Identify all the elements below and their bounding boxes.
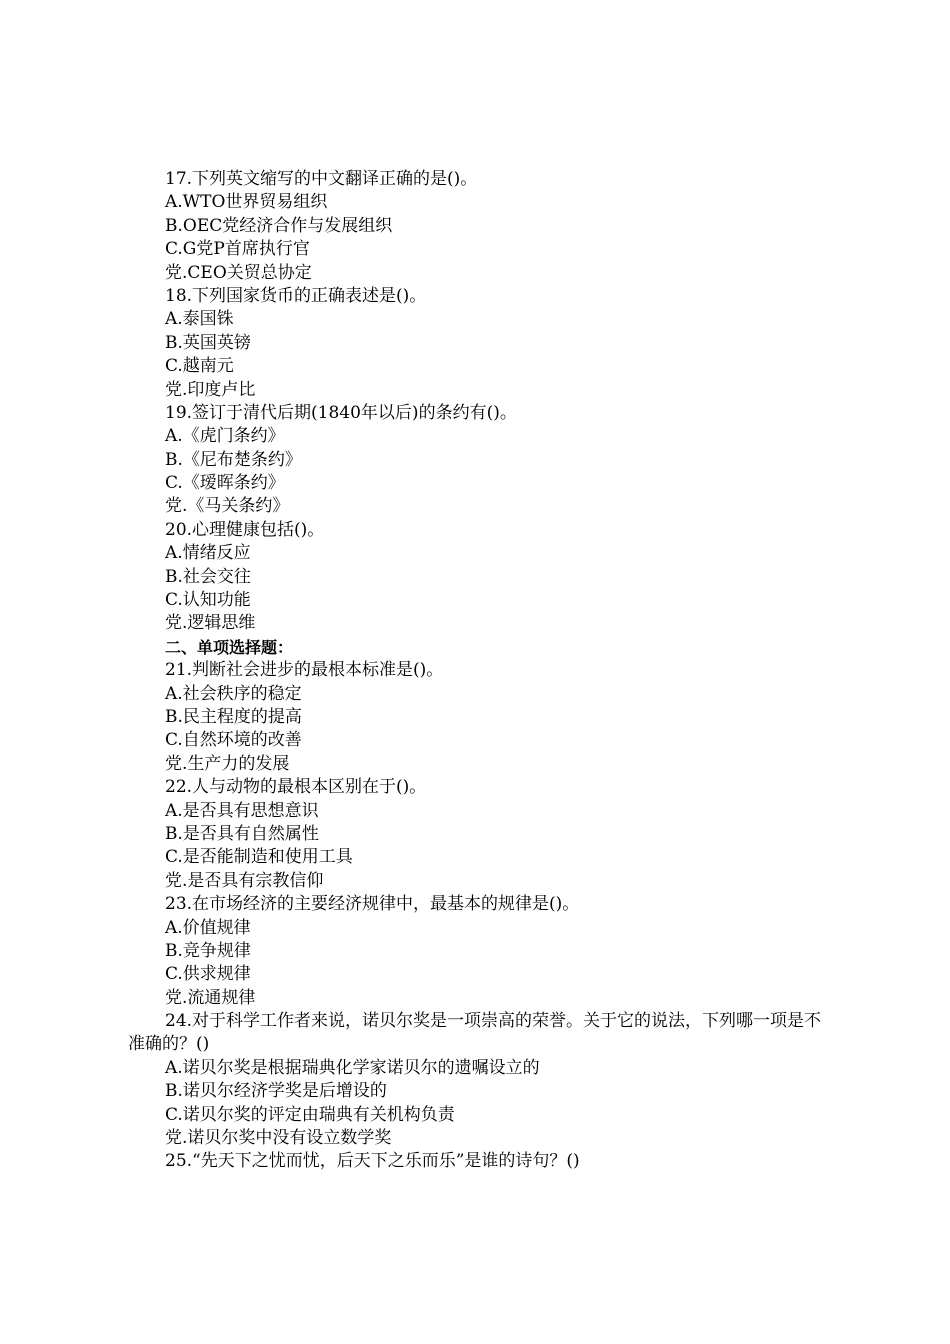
option-d: 党.生产力的发展 xyxy=(165,753,290,774)
option-b: B.OEC党经济合作与发展组织 xyxy=(165,215,393,236)
option-d: 党.诺贝尔奖中没有设立数学奖 xyxy=(165,1128,392,1149)
section-heading: 二、单项选择题： xyxy=(165,637,294,657)
option-d: 党.《马关条约》 xyxy=(165,496,290,517)
question-list xyxy=(128,168,833,1174)
question-25: 25.“先天下之忧而忧，后天下之乐而乐”是谁的诗句？() xyxy=(165,1151,580,1172)
option-a: A.社会秩序的稳定 xyxy=(165,683,302,704)
option-c: C.是否能制造和使用工具 xyxy=(165,847,353,868)
option-d: 党.流通规律 xyxy=(165,987,256,1008)
option-b: B.竞争规律 xyxy=(165,940,251,961)
option-a: A.情绪反应 xyxy=(165,543,251,564)
question-23: 23.在市场经济的主要经济规律中，最基本的规律是()。 xyxy=(165,894,580,915)
question-22: 22.人与动物的最根本区别在于()。 xyxy=(165,777,427,798)
option-b: B.英国英镑 xyxy=(165,332,251,353)
option-a: A.《虎门条约》 xyxy=(165,426,285,447)
option-c: C.自然环境的改善 xyxy=(165,730,302,751)
option-d: 党.逻辑思维 xyxy=(165,613,256,634)
question-19: 19.签订于清代后期(1840年以后)的条约有()。 xyxy=(165,402,517,423)
option-b: B.《尼布楚条约》 xyxy=(165,449,302,470)
option-c: C.诺贝尔奖的评定由瑞典有关机构负责 xyxy=(165,1104,455,1125)
option-b: B.民主程度的提高 xyxy=(165,706,302,727)
option-a: A.诺贝尔奖是根据瑞典化学家诺贝尔的遗嘱设立的 xyxy=(165,1057,540,1078)
option-b: B.社会交往 xyxy=(165,566,251,587)
question-20: 20.心理健康包括()。 xyxy=(165,519,325,540)
option-a: A.价值规律 xyxy=(165,917,251,938)
option-c: C.认知功能 xyxy=(165,590,251,611)
option-b: B.诺贝尔经济学奖是后增设的 xyxy=(165,1081,387,1102)
option-d: 党.是否具有宗教信仰 xyxy=(165,870,324,891)
question-18: 18.下列国家货币的正确表述是()。 xyxy=(165,285,427,306)
question-21: 21.判断社会进步的最根本标准是()。 xyxy=(165,660,444,681)
option-c: C.供求规律 xyxy=(165,964,251,985)
option-a: A.泰国铢 xyxy=(165,309,234,330)
option-a: A.是否具有思想意识 xyxy=(165,800,319,821)
question-17: 17.下列英文缩写的中文翻译正确的是()。 xyxy=(165,169,478,189)
option-c: C.《瑷晖条约》 xyxy=(165,473,285,494)
option-c: C.越南元 xyxy=(165,356,234,377)
option-c: C.G党P首席执行官 xyxy=(165,239,310,260)
option-d: 党.印度卢比 xyxy=(165,379,256,400)
option-d: 党.CEO关贸总协定 xyxy=(165,262,312,283)
question-24: 24.对于科学工作者来说，诺贝尔奖是一项崇高的荣誉。关于它的说法，下列哪一项是不准确的？() xyxy=(128,1011,822,1055)
option-b: B.是否具有自然属性 xyxy=(165,823,319,844)
option-a: A.WTO世界贸易组织 xyxy=(165,192,328,213)
